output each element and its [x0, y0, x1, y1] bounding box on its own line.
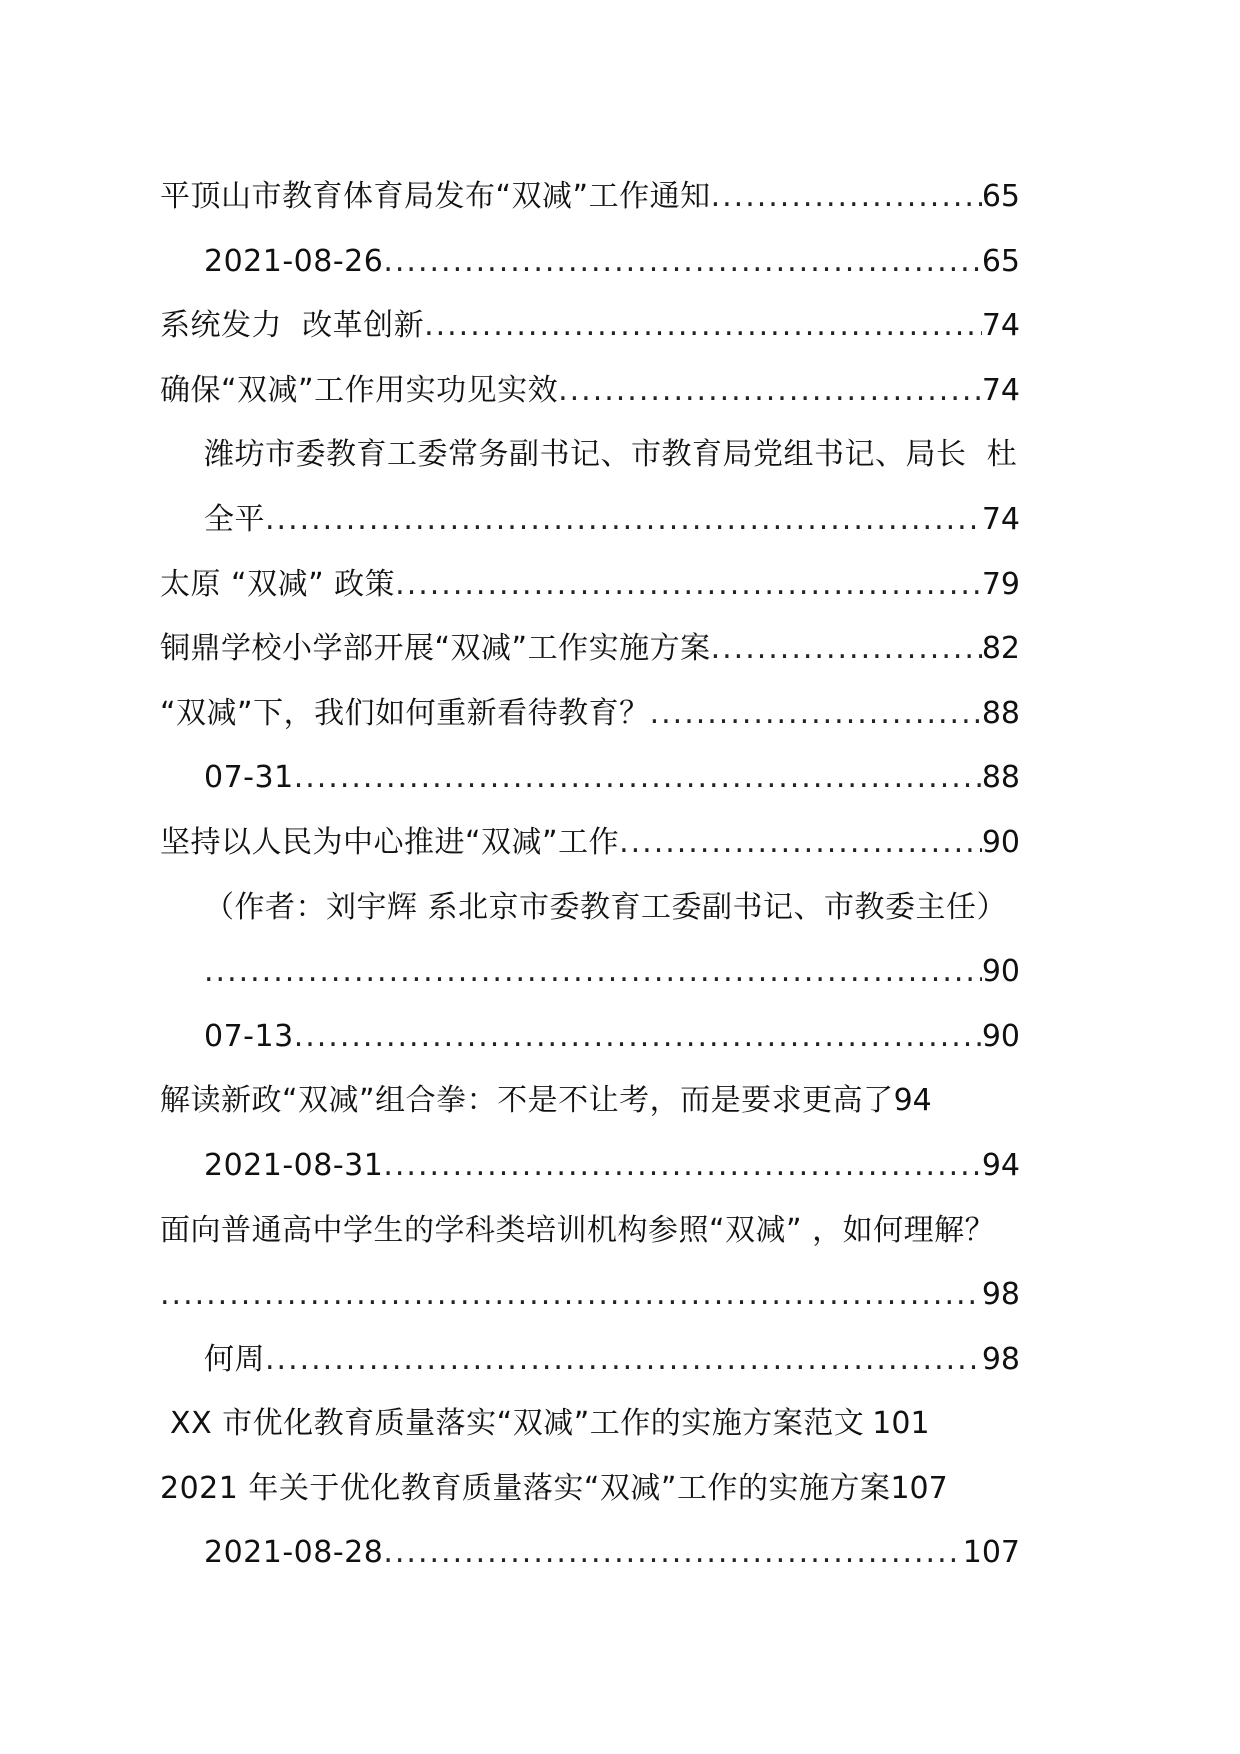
dot-leader: [558, 359, 982, 424]
toc-entry[interactable]: [160, 1457, 1160, 1522]
dot-leader: [265, 488, 982, 553]
dot-leader: [711, 617, 982, 682]
toc-entry-title: 2021-08-28: [204, 1535, 384, 1571]
dot-leader: [265, 1328, 982, 1393]
dot-leader: [395, 553, 982, 618]
toc-entry-title: XX 市优化教育质量落实“双减”工作的实施方案范文: [160, 1406, 865, 1442]
toc-entry[interactable]: [160, 617, 1160, 682]
toc-entry-title: 全平: [204, 501, 265, 537]
toc-entry-title: 07-31: [204, 760, 294, 796]
toc-page-number: 107: [962, 1535, 1020, 1571]
toc-entry-title: 面向普通高中学生的学科类培训机构参照“双减” ，如何理解？: [160, 1212, 996, 1248]
toc-entry[interactable]: [160, 746, 1160, 811]
toc-entry-line1[interactable]: [160, 876, 1160, 941]
toc-entry[interactable]: [160, 165, 1160, 230]
toc-entry[interactable]: [160, 294, 1160, 359]
toc-page-number: 82: [981, 631, 1020, 667]
dot-leader: [619, 811, 982, 876]
toc-entry-title: 确保“双减”工作用实功见实效: [160, 372, 559, 408]
dot-leader: [650, 682, 982, 747]
toc-page-number: 98: [981, 1341, 1020, 1377]
toc-entry[interactable]: [160, 553, 1160, 618]
toc-page-number: 107: [890, 1470, 948, 1506]
toc-entry[interactable]: [160, 488, 1160, 553]
toc-entry[interactable]: [160, 1328, 1160, 1393]
toc-entry-title: 2021 年关于优化教育质量落实“双减”工作的实施方案: [160, 1470, 891, 1506]
toc-entry[interactable]: [160, 230, 1160, 295]
dot-leader: [204, 940, 982, 1005]
toc-entry[interactable]: [160, 1005, 1160, 1070]
toc-entry-title: 解读新政“双减”组合拳：不是不让考，而是要求更高了: [160, 1083, 894, 1119]
toc-entry-title: 潍坊市委教育工委常务副书记、市教育局党组书记、局长 杜: [204, 437, 1018, 473]
toc-entry[interactable]: [160, 682, 1160, 747]
toc-page-number: 79: [981, 566, 1020, 602]
dot-leader: [160, 1263, 982, 1328]
toc-entry-title: 2021-08-31: [204, 1147, 384, 1183]
toc-entry[interactable]: [160, 1521, 1160, 1586]
toc-entry[interactable]: [160, 1069, 1160, 1134]
toc-entry[interactable]: [160, 1392, 1160, 1457]
dot-leader: [383, 1521, 962, 1586]
toc-entry-title: 坚持以人民为中心推进“双减”工作: [160, 824, 620, 860]
toc-entry-title: 铜鼎学校小学部开展“双减”工作实施方案: [160, 631, 711, 667]
toc-page-number: 74: [981, 372, 1020, 408]
dot-leader: [383, 1134, 981, 1199]
toc-entry-title: 平顶山市教育体育局发布“双减”工作通知: [160, 179, 711, 214]
toc-entry-title: 太原 “双减” 政策: [160, 566, 396, 602]
toc-entry-title: （作者：刘宇辉 系北京市委教育工委副书记、市教委主任）: [204, 889, 1008, 925]
toc-entry-title: 07-13: [204, 1018, 294, 1054]
toc-page-number: 94: [893, 1083, 932, 1119]
dot-leader: [711, 165, 982, 230]
toc-page-number: 65: [981, 243, 1020, 279]
toc-page-number: 94: [981, 1147, 1020, 1183]
toc-entry-line1[interactable]: [160, 1199, 1160, 1264]
toc-entry-title: 2021-08-26: [204, 243, 384, 279]
dot-leader: [294, 1005, 982, 1070]
toc-entry[interactable]: [160, 940, 1160, 1005]
dot-leader: [294, 746, 982, 811]
table-of-contents: [160, 165, 1160, 1586]
toc-entry[interactable]: [160, 359, 1160, 424]
toc-entry[interactable]: [160, 811, 1160, 876]
toc-page-number: 74: [981, 501, 1020, 537]
dot-leader: [424, 294, 982, 359]
toc-page-number: 98: [981, 1277, 1020, 1313]
toc-entry-title: “双减”下，我们如何重新看待教育？: [160, 695, 650, 731]
toc-page-number: 88: [981, 695, 1020, 731]
toc-page-number: 74: [981, 308, 1020, 344]
toc-entry-title: 系统发力 改革创新: [160, 308, 425, 344]
dot-leader: [383, 230, 981, 295]
toc-page-number: 90: [981, 824, 1020, 860]
toc-page-number: 65: [981, 179, 1020, 214]
toc-page-number: 101: [872, 1406, 930, 1442]
toc-entry[interactable]: [160, 1263, 1160, 1328]
toc-entry[interactable]: [160, 1134, 1160, 1199]
toc-page-number: 90: [981, 1018, 1020, 1054]
toc-entry-title: 何周: [204, 1341, 265, 1377]
toc-entry-line1[interactable]: [160, 423, 1160, 488]
toc-page-number: 90: [981, 954, 1020, 990]
toc-page-number: 88: [981, 760, 1020, 796]
